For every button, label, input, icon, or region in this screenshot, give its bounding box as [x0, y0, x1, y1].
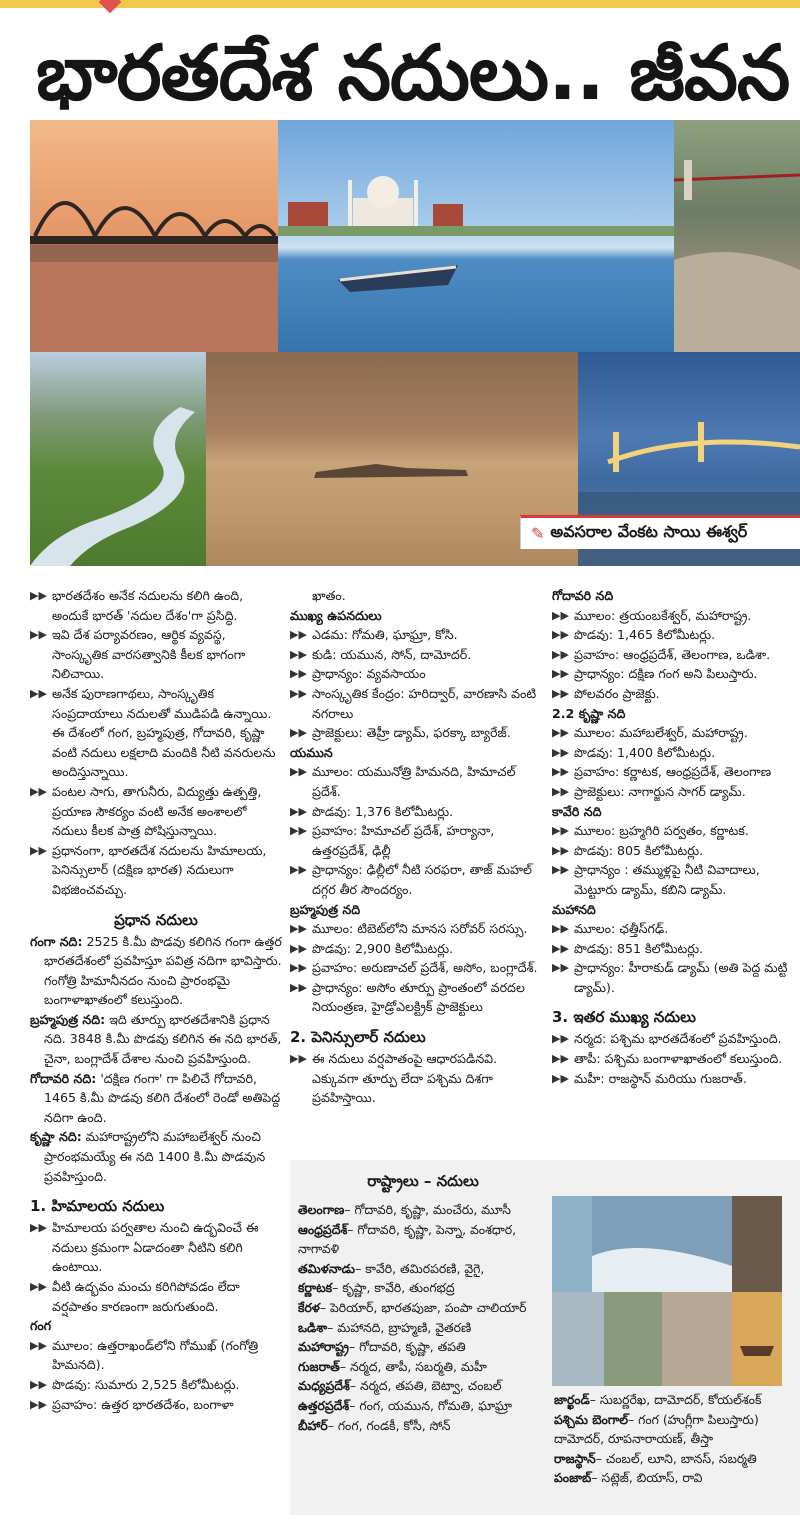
river-paragraph: కృష్ణా నది: మహారాష్ట్రలోని మహాబలేశ్వర్ నుంచి ప్రారంభమయ్యే ఈ నది 1400 కి.మీ పొడవున ప్రవహిస్తుంది. [30, 1129, 266, 1184]
yamuna-bullet: ▶▶ మూలం: యమునోత్రి హిమనది, హిమాచల్ ప్రదేశ్. [290, 764, 516, 799]
bullet-icon: ▶▶ [290, 922, 307, 936]
bullet-icon: ▶▶ [30, 686, 47, 700]
mahanadi-bullet: ▶▶ మూలం: ఛత్తీస్‌గఢ్. [552, 919, 798, 939]
river-paragraph: బ్రహ్మపుత్ర నది: ఇది తూర్పు భారతదేశానికి ప్రధాన నది. 3848 కి.మీ పొడవు కలిగిన ఈ నది భారత్, చైనా, బంగ్లాదేశ్ దేశాల నుంచి ప్రవహిస్తుంది. [30, 1011, 282, 1067]
column-two [290, 586, 540, 1108]
bullet-icon: ▶▶ [290, 667, 307, 681]
ganga-detail-bullet: ▶▶ ఎడమ: గోమతి, ఘాఘ్రా, కోసి. [290, 625, 540, 645]
bullet-icon: ▶▶ [552, 647, 569, 661]
bullet-icon: ▶▶ [552, 922, 569, 936]
other-river-bullet: ▶▶ తాపీ: పశ్చిమ బంగాళాఖాతంలో కలుస్తుంది. [552, 1049, 798, 1069]
bullet-icon: ▶▶ [290, 941, 307, 955]
pen-icon: ✎ [531, 524, 545, 543]
godavari-bullet: ▶▶ పొడవు: 1,465 కిలోమీటర్లు. [552, 625, 798, 645]
state-river-entry: కర్ణాటక– కృష్ణా, కావేరి, తుంగభద్ర [298, 1280, 455, 1296]
intro-bullet: ▶▶ ప్రధానంగా, భారతదేశ నదులను హిమాలయ, పెనిన్సులార్ (దక్షిణ భారత) నదులుగా విభజించవచ్చు. [30, 842, 267, 897]
ganga-detail-bullet: ▶▶ సాంస్కృతిక కేంద్రం: హరిద్వార్, వారణాసి వంటి నగరాలు [290, 685, 537, 721]
peninsular-rivers-heading: 2. పెనిన్సులార్ నదులు [290, 1028, 426, 1047]
godavari-bullet: ▶▶ పోలవరం ప్రాజెక్టు. [552, 684, 798, 704]
bullet-icon: ▶▶ [552, 784, 569, 798]
bullet-icon: ▶▶ [290, 980, 307, 994]
bridge-arches-graphic [30, 120, 278, 352]
ganga-detail-bullet: ▶▶ కుడి: యమున, సోన్, దామోదర్. [290, 645, 540, 665]
ganga-bullet: ▶▶ ప్రవాహం: ఉత్తర భారతదేశం, బంగాళా [30, 1395, 282, 1415]
ganga-bullet: ▶▶ మూలం: ఉత్తరాఖండ్‌లోని గోముఖ్ (గంగోత్రి హిమనది). [30, 1337, 259, 1373]
brahmaputra-bullet: ▶▶ పొడవు: 2,900 కిలోమీటర్లు. [290, 939, 540, 959]
state-river-entry: ఆంధ్రప్రదేశ్– గోదావరి, కృష్ణా, పెన్నా, వంశధార, నాగావళి [298, 1221, 517, 1257]
intro-bullet: ▶▶ ఇవి దేశ పర్యావరణం, ఆర్థిక వ్యవస్థ, సాంస్కృతిక వారసత్వానికి కీలక భాగంగా నిలిచాయి. [30, 627, 246, 682]
river-paragraph: గంగా నది: 2525 కి.మీ పొడవు కలిగిన గంగా ఉత్తర భారతదేశంలో ప్రవహిస్తూ పవిత్ర నదిగా భావిస్తారు. గంగోత్రి హిమానీనదం నుంచి ప్రారంభమై బంగాళాఖాతంలో కలుస్తుంది. [30, 933, 282, 1008]
yamuna-bullet: ▶▶ ప్రవాహం: హిమాచల్ ప్రదేశ్, హర్యానా, ఉత్తరప్రదేశ్, ఢిల్లీ [290, 823, 495, 858]
krishna-subheading: 2.2 కృష్ణా నది [552, 705, 626, 721]
bullet-icon: ▶▶ [552, 686, 569, 700]
yamuna-bullet: ▶▶ పొడవు: 1,376 కిలోమీటర్లు. [290, 802, 540, 822]
bullet-icon: ▶▶ [552, 961, 569, 975]
peninsular-bullet: ▶▶ ఈ నదులు వర్షపాతంపై ఆధారపడినవి. ఎక్కువగా తూర్పు లేదా పశ్చిమ దిశగా ప్రవహిస్తాయి. [290, 1051, 498, 1106]
bullet-icon: ▶▶ [290, 647, 307, 661]
kaveri-subheading: కావేరి నది [552, 803, 602, 819]
bullet-icon: ▶▶ [552, 765, 569, 779]
kaveri-bullet: ▶▶ పొడవు: 805 కిలోమీటర్లు. [552, 841, 798, 861]
state-river-entry: తెలంగాణ– గోదావరి, కృష్ణా, మంచేరు, మూసీ [298, 1202, 511, 1217]
krishna-bullet: ▶▶ ప్రాజెక్టులు: నాగార్జున సాగర్ డ్యామ్. [552, 782, 798, 802]
bullet-icon: ▶▶ [30, 1280, 47, 1293]
bullet-icon: ▶▶ [552, 824, 569, 838]
godavari-bullet: ▶▶ ప్రవాహం: ఆంధ్రప్రదేశ్, తెలంగాణ, ఒడిశా. [552, 645, 798, 665]
tributaries-heading: ముఖ్య ఉపనదులు [290, 607, 382, 623]
state-river-entry: జార్ఖండ్– సుబర్ణరేఖ, దామోదర్, కోయల్‌శంక్ [554, 1392, 762, 1407]
mahanadi-subheading: మహానది [552, 901, 596, 917]
mini-collage-graphic [552, 1196, 782, 1386]
author-byline [520, 515, 800, 549]
states-rivers-left-list [298, 1168, 548, 1435]
state-river-entry: మధ్యప్రదేశ్– నర్మద, తపతి, బెట్వా, చంబల్ [298, 1378, 502, 1394]
main-rivers-heading: ప్రధాన నదులు [114, 910, 198, 929]
river-paragraph: గోదావరి నది: 'దక్షిణ గంగా' గా పిలిచే గోదావరి, 1465 కి.మీ పొడవు కలిగి దేశంలో రెండో అతిపెద్ద నదిగా ఉంది. [30, 1070, 281, 1125]
bullet-icon: ▶▶ [290, 1052, 307, 1066]
states-rivers-right-list [554, 1390, 798, 1488]
column-three [552, 586, 798, 1088]
ganga-detail-bullet: ▶▶ ప్రాజెక్టులు: తెహ్రీ డ్యామ్, ఫరక్కా బ్యారేజ్. [290, 723, 540, 743]
bullet-icon: ▶▶ [30, 589, 47, 602]
bullet-icon: ▶▶ [552, 941, 569, 955]
bullet-icon: ▶▶ [552, 628, 569, 642]
bullet-icon: ▶▶ [30, 843, 47, 857]
bullet-icon: ▶▶ [290, 804, 307, 818]
bullet-icon: ▶▶ [30, 784, 47, 798]
winding-river-graphic [30, 352, 206, 566]
krishna-bullet: ▶▶ మూలం: మహాబలేశ్వర్, మహారాష్ట్ర. [552, 723, 798, 743]
taj-mahal-graphic [278, 120, 674, 352]
kaveri-bullet: ▶▶ మూలం: బ్రహ్మగిరి పర్వతం, కర్ణాటక. [552, 821, 798, 841]
state-river-entry: కేరళ– పెరియార్, భారతపుజా, పంపా చాలియార్ [298, 1299, 527, 1315]
himalaya-bullet: ▶▶ వీటి ఉద్భవం మంచు కరిగిపోవడం లేదా వర్షపాతం కారణంగా జరుగుతుంది. [30, 1279, 240, 1314]
intro-bullet: ▶▶ అనేక పురాణగాథలు, సాంస్కృతిక సంప్రదాయాలు నదులతో ముడిపడి ఉన్నాయి. ఈ దేశంలో గంగ, బ్రహ్మపుత్ర, గోదావరి, కృష్ణా వంటి నదులు లక్షలాది మందికి నీటి వనరులను అందిస్తున్నాయి. [30, 685, 276, 780]
mahanadi-bullet: ▶▶ పొడవు: 851 కిలోమీటర్లు. [552, 939, 798, 959]
author-name: అవసరాల వేంకట సాయి ఈశ్వర్ [550, 522, 748, 541]
column-one [30, 586, 282, 1414]
godavari-bullet: ▶▶ ప్రాధాన్యం: దక్షిణ గంగ అని పిలుస్తారు. [552, 664, 798, 684]
bullet-icon: ▶▶ [552, 1052, 569, 1066]
himalaya-bullet: ▶▶ హిమాలయ పర్వతాల నుంచి ఉద్భవించే ఈ నదులు క్రమంగా ఏడాదంతా నీటిని కలిగి ఉంటాయి. [30, 1220, 259, 1275]
green-valley-river-photo [30, 352, 206, 566]
state-river-entry: రాజస్థాన్– చంబల్, లూని, బానస్, సబర్మతి [554, 1450, 757, 1466]
bullet-icon: ▶▶ [290, 686, 307, 700]
bullet-icon: ▶▶ [290, 765, 307, 779]
brahmaputra-bullet: ▶▶ మూలం: టిబెట్‌లోని మానస సరోవర్ సరస్సు. [290, 919, 540, 939]
bullet-icon: ▶▶ [552, 726, 569, 740]
page-headline: భారతదేశ నదులు.. జీవన [36, 28, 790, 117]
states-rivers-title: రాష్ట్రాలు – నదులు [367, 1172, 479, 1190]
brahmaputra-bullet: ▶▶ ప్రవాహం: అరుణాచల్ ప్రదేశ్, అసోం, బంగ్లాదేశ్. [290, 958, 540, 978]
bullet-icon: ▶▶ [552, 608, 569, 622]
bullet-icon: ▶▶ [552, 1032, 569, 1046]
mahanadi-bullet: ▶▶ ప్రాధాన్యం: హీరాకుడ్ డ్యామ్ (అతి పెద్ద మట్టి డ్యామ్). [552, 960, 788, 995]
ganga-subheading: గంగ [30, 1318, 52, 1334]
bullet-icon: ▶▶ [552, 863, 569, 877]
bullet-icon: ▶▶ [290, 628, 307, 642]
taj-mahal-river-photo [278, 120, 674, 352]
rivers-mini-collage [552, 1196, 782, 1386]
yamuna-subheading: యమున [290, 744, 333, 760]
godavari-bullet: ▶▶ మూలం: త్రయంబకేశ్వర్, మహారాష్ట్ర. [552, 606, 798, 626]
bullet-icon: ▶▶ [552, 745, 569, 759]
yamuna-bullet: ▶▶ ప్రాధాన్యం: ఢిల్లీలో నీటి సరఫరా, తాజ్ మహల్ దగ్గర తీర సౌందర్యం. [290, 862, 532, 897]
brahmaputra-subheading: బ్రహ్మపుత్ర నది [290, 901, 361, 917]
bullet-icon: ▶▶ [30, 1221, 47, 1235]
bullet-icon: ▶▶ [290, 726, 307, 740]
himalayan-rivers-heading: 1. హిమాలయ నదులు [30, 1197, 165, 1216]
state-river-entry: ఉత్తరప్రదేశ్– గంగ, యమున, గోమతి, ఘాఘ్రా [298, 1397, 512, 1413]
krishna-bullet: ▶▶ పొడవు: 1,400 కిలోమీటర్లు. [552, 743, 798, 763]
godavari-subheading: గోదావరి నది [552, 588, 614, 603]
bullet-icon: ▶▶ [552, 667, 569, 681]
state-river-entry: పంజాబ్– సట్లెజ్, బియాస్, రావి [554, 1470, 703, 1486]
state-river-entry: ఒడిశా– మహానది, బ్రాహ్మణి, వైతరణి [298, 1319, 472, 1335]
bullet-icon: ▶▶ [552, 843, 569, 857]
bullet-icon: ▶▶ [290, 961, 307, 975]
other-rivers-heading: 3. ఇతర ముఖ్య నదులు [552, 1008, 696, 1027]
state-river-entry: మహారాష్ట్ర– గోదావరి, కృష్ణా, తపతి [298, 1339, 466, 1355]
suspension-bridge-graphic [674, 120, 800, 352]
state-river-entry: తమిళనాడు– కావేరి, తమిరపరణి, వైగై, [298, 1260, 485, 1276]
ganga-detail-bullet: ▶▶ ప్రాధాన్యం: వ్యవసాయం [290, 664, 540, 684]
continued-text: ఖాతం. [312, 588, 346, 603]
bullet-icon: ▶▶ [30, 1377, 47, 1391]
ganga-bullet: ▶▶ పొడవు: సుమారు 2,525 కిలోమీటర్లు. [30, 1375, 282, 1395]
krishna-bullet: ▶▶ ప్రవాహం: కర్ణాటక, ఆంధ్రప్రదేశ్, తెలంగాణ [552, 762, 798, 782]
mountain-bridge-photo [674, 120, 800, 352]
other-river-bullet: ▶▶ నర్మద: పశ్చిమ భారతదేశంలో ప్రవహిస్తుంది. [552, 1029, 798, 1049]
state-river-entry: గుజరాత్– నర్మద, తాపీ, సబర్మతి, మహీ [298, 1358, 487, 1374]
bridge-photo [30, 120, 278, 352]
other-river-bullet: ▶▶ మహీ: రాజస్థాన్ మరియు గుజరాత్. [552, 1069, 798, 1089]
kaveri-bullet: ▶▶ ప్రాధాన్యం : తమ్ముళ్లపై నీటి వివాదాలు, మెట్టూరు డ్యామ్, కబిని డ్యామ్. [552, 862, 760, 897]
bullet-icon: ▶▶ [30, 1338, 47, 1352]
bullet-icon: ▶▶ [290, 824, 307, 838]
intro-bullet: ▶▶ భారతదేశం అనేక నదులను కలిగి ఉంది, అందుకే భారత్ 'నదుల దేశం'గా ప్రసిద్ధి. [30, 588, 244, 623]
state-river-entry: పశ్చిమ బెంగాల్– గంగ (హుగ్లీగా పిలుస్తారు) దామోదర్, రూపనారాయణ్, తీస్తా [554, 1411, 759, 1447]
bullet-icon: ▶▶ [552, 1071, 569, 1085]
brahmaputra-bullet: ▶▶ ప్రాధాన్యం: అసోం తూర్పు ప్రాంతంలో వరదల నియంత్రణ, హైడ్రోఎలక్ట్రిక్ ప్రాజెక్టులు [290, 979, 525, 1015]
state-river-entry: బీహార్– గంగ, గండకీ, కోసీ, సోన్ [298, 1417, 451, 1433]
bullet-icon: ▶▶ [30, 1397, 47, 1411]
bullet-icon: ▶▶ [30, 628, 47, 642]
river-photo-collage [30, 120, 800, 566]
intro-bullet: ▶▶ పంటల సాగు, తాగునీరు, విద్యుత్తు ఉత్పత్తి, ప్రయాణ సౌకర్యం వంటి అనేక అంశాలలో నదులు కీలక పాత్ర పోషిస్తున్నాయి. [30, 783, 262, 839]
bullet-icon: ▶▶ [290, 863, 307, 877]
